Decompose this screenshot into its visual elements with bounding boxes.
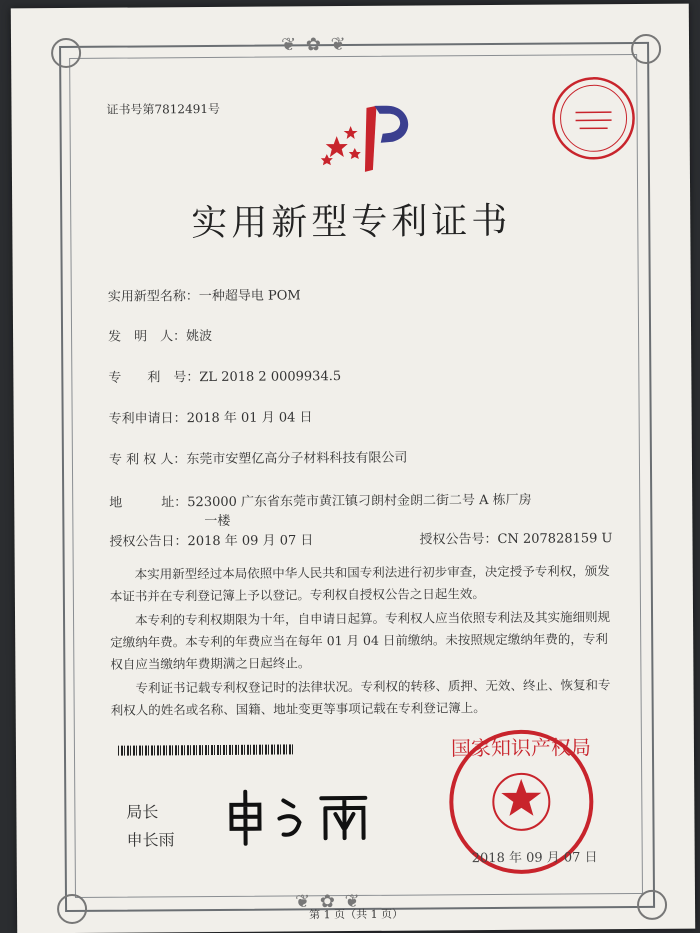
barcode [118, 744, 294, 755]
corner-ornament [631, 34, 661, 64]
field-address-line2: 一楼 [204, 513, 231, 530]
field-apply-date: 专利申请日：2018 年 01 月 04 日 [108, 410, 313, 427]
field-auth-date: 授权公告日：2018 年 09 月 07 日 [109, 533, 314, 550]
corner-ornament [51, 38, 81, 68]
issuing-stamp-icon [549, 74, 638, 163]
top-ornament: ❦ ✿ ❦ [280, 34, 348, 56]
certificate-number: 证书号第7812491号 [106, 101, 221, 117]
field-patent-number: 专 利 号：ZL 2018 2 0009934.5 [108, 369, 342, 386]
certificate-page [11, 4, 695, 933]
field-address: 地 址：523000 广东省东莞市黄江镇刁朗村金朗二街二号 A 栋厂房 [109, 492, 532, 511]
page-title: 实用新型专利证书 [191, 200, 512, 245]
field-inventor: 发 明 人：姚波 [108, 328, 213, 345]
bottom-ornament: ❦ ✿ ❦ [294, 890, 362, 913]
body-paragraph-2: 本专利的专利权期限为十年，自申请日起算。专利权人应当依照专利法及其实施细则规定缴纳年费。本专利的年费应当在每年 01 月 04 日前缴纳。未按照规定缴纳年费的，专利权自应当缴纳年费期满之日起终止。 [110, 609, 611, 672]
page-number: 第 1 页（共 1 页） [309, 907, 404, 922]
field-name: 实用新型名称：一种超导电 POM [107, 288, 301, 305]
director-title: 局长 [126, 802, 159, 822]
body-paragraph-1: 本实用新型经过本局依照中华人民共和国专利法进行初步审查，决定授予专利权，颁发本证书并在专利登记簿上予以登记。专利权自授权公告之日起生效。 [109, 563, 610, 604]
svg-text:国家知识产权局: 国家知识产权局 [450, 735, 592, 761]
field-auth-number: 授权公告号：CN 207828159 U [419, 531, 613, 548]
field-patentee: 专 利 权 人：东莞市安塑亿高分子材料科技有限公司 [108, 450, 408, 468]
patent-office-logo-icon [316, 97, 427, 176]
director-name: 申长雨 [126, 830, 175, 850]
director-signature-icon [221, 786, 381, 847]
body-paragraph-3: 专利证书记载专利权登记时的法律状况。专利权的转移、质押、无效、终止、恢复和专利权人的姓名或名称、国籍、地址变更等事项记载在专利登记簿上。 [110, 677, 611, 718]
stamp-date: 2018 年 09 月 07 日 [471, 850, 598, 867]
